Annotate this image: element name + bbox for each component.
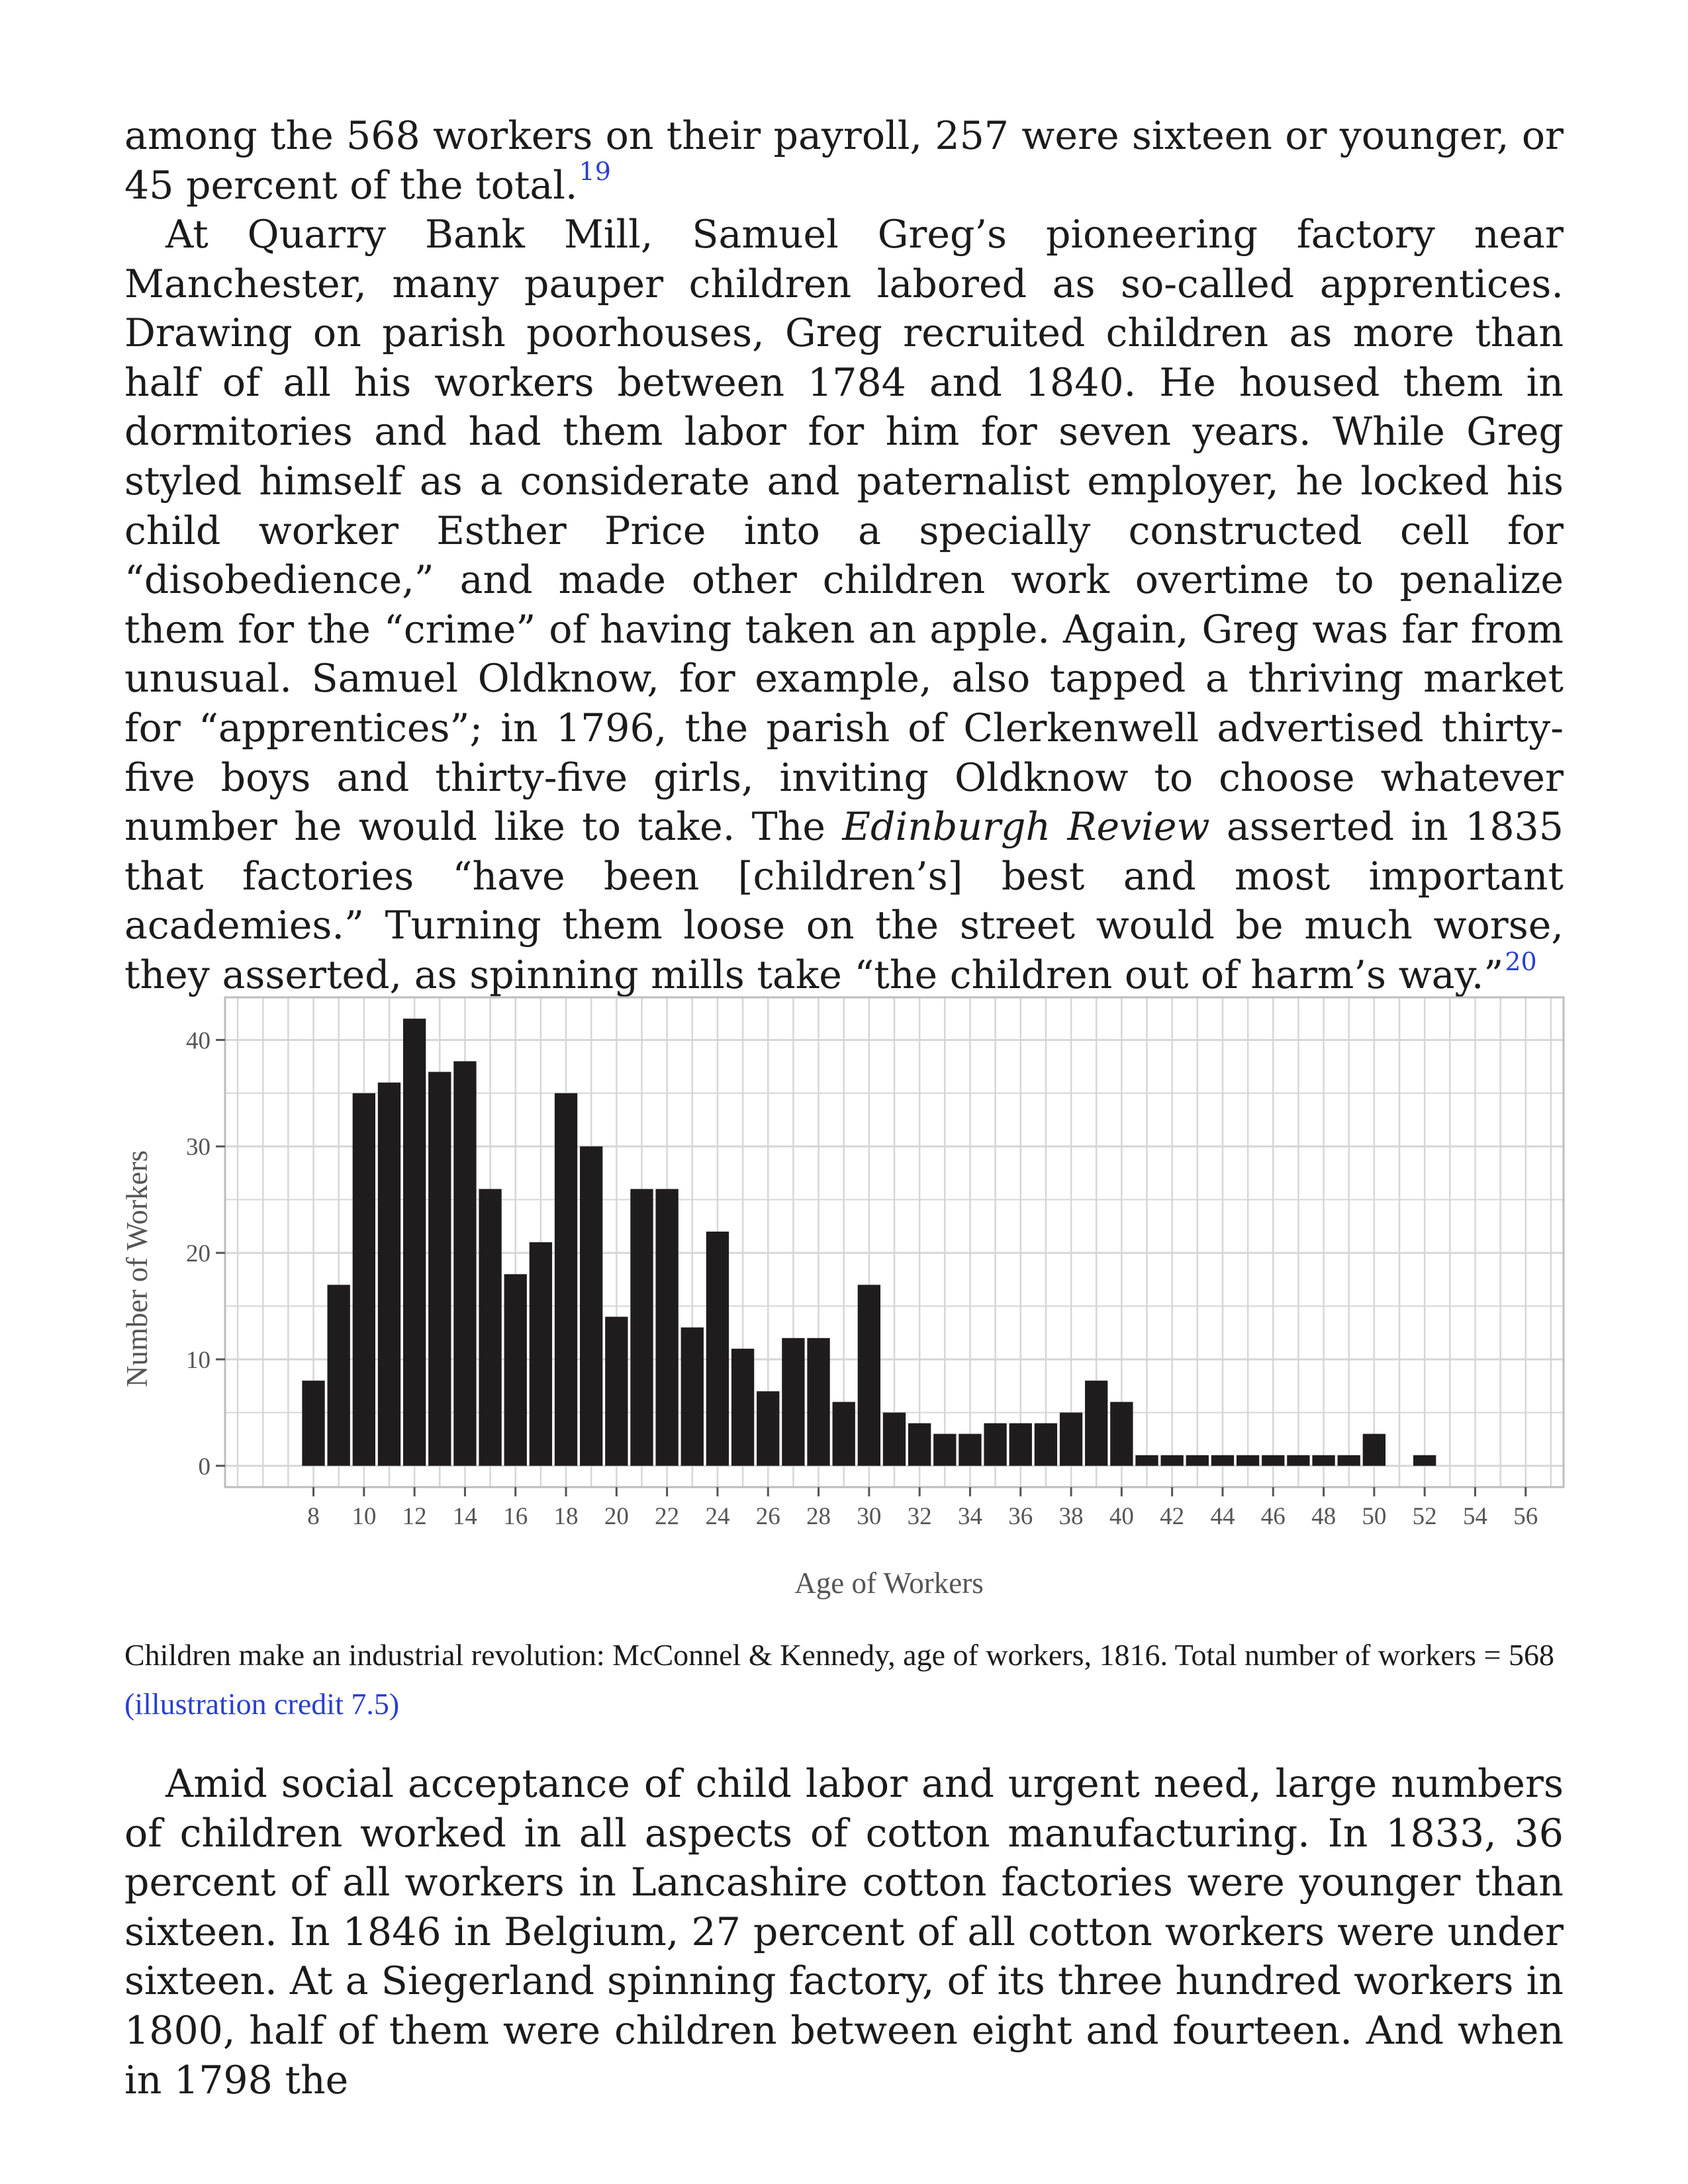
- bar-age-26: [757, 1391, 779, 1466]
- paragraph-quarry-bank-text-2: asserted in 1835 that factories “have been [children’s] best and most important academies.” Turning them loose on the street would be much worse, they asserted, as spinning mills take “the children out of harm’s way.”: [124, 804, 1564, 997]
- bar-age-42: [1160, 1455, 1183, 1466]
- y-axis-label: Number of Workers: [120, 1150, 154, 1387]
- y-tick-label: 10: [186, 1346, 211, 1374]
- bar-age-28: [807, 1338, 829, 1466]
- age-histogram-chart: [0, 989, 1688, 1612]
- x-tick-label: 28: [806, 1503, 831, 1530]
- x-tick-label: 22: [655, 1503, 680, 1530]
- bar-age-19: [580, 1146, 602, 1466]
- paragraph-child-labor-text: Amid social acceptance of child labor and urgent need, large numbers of children worked in all aspects of cotton manufacturing. In 1833, 36 percent of all workers in Lancashire cotton factories were younger than sixteen. In 1846 in Belgium, 27 percent of all cotton workers were under sixteen. At a Siegerland spinning factory, of its three hundred workers in 1800, half of them were children between eight and fourteen. And when in 1798 the: [124, 1761, 1564, 2103]
- bar-age-18: [555, 1093, 577, 1466]
- paragraph-quarry-bank: [124, 210, 1564, 1000]
- illustration-credit-link[interactable]: (illustration credit 7.5): [124, 1687, 400, 1721]
- bar-age-27: [782, 1338, 804, 1466]
- x-tick-label: 52: [1412, 1503, 1437, 1530]
- x-tick-label: 10: [352, 1503, 377, 1530]
- x-tick-label: 20: [604, 1503, 629, 1530]
- bar-age-36: [1009, 1423, 1032, 1465]
- bar-age-41: [1135, 1455, 1158, 1466]
- bar-age-11: [378, 1083, 400, 1466]
- x-tick-label: 44: [1210, 1503, 1235, 1530]
- paragraph-quarry-bank-text-1: At Quarry Bank Mill, Samuel Greg’s pioneering factory near Manchester, many pauper children labored as so-called apprentices. Drawing on parish poorhouses, Greg recruited children as more than half of all his workers between 1784 and 1840. He housed them in dormitories and had them labor for him for seven years. While Greg styled himself as a considerate and paternalist employer, he locked his child worker Esther Price into a specially constructed cell for “disobedience,” and made other children work overtime to penalize them for the “crime” of having taken an apple. Again, Greg was far from unusual. Samuel Oldknow, for example, also tapped a thriving market for “apprentices”; in 1796, the parish of Clerkenwell advertised thirty-five boys and thirty-five girls, inviting Oldknow to choose whatever number he would like to take. The: [124, 212, 1564, 850]
- x-tick-label: 26: [755, 1503, 780, 1530]
- x-tick-label: 56: [1513, 1503, 1538, 1530]
- bar-age-29: [833, 1402, 855, 1466]
- bar-age-33: [933, 1434, 956, 1466]
- figure-caption: [124, 1631, 1564, 1729]
- x-tick-label: 24: [705, 1503, 730, 1530]
- bar-age-12: [403, 1019, 426, 1466]
- x-tick-label: 8: [307, 1503, 320, 1530]
- bar-age-44: [1211, 1455, 1234, 1466]
- x-tick-label: 40: [1109, 1503, 1134, 1530]
- bar-age-32: [908, 1423, 931, 1465]
- footnote-19-link[interactable]: 19: [579, 157, 611, 187]
- bar-age-16: [504, 1274, 527, 1466]
- bar-age-25: [731, 1349, 754, 1466]
- bar-age-52: [1413, 1455, 1436, 1466]
- bar-age-30: [858, 1285, 880, 1465]
- x-tick-label: 38: [1058, 1503, 1084, 1530]
- bar-age-45: [1237, 1455, 1259, 1466]
- bar-age-31: [883, 1412, 906, 1465]
- bar-age-48: [1312, 1455, 1335, 1466]
- bar-age-39: [1085, 1381, 1107, 1466]
- x-tick-label: 46: [1260, 1503, 1286, 1530]
- x-tick-label: 30: [857, 1503, 882, 1530]
- x-tick-label: 36: [1008, 1503, 1033, 1530]
- age-histogram-figure: [0, 989, 1688, 1612]
- x-tick-label: 42: [1160, 1503, 1185, 1530]
- figure-caption-text: Children make an industrial revolution: McConnel & Kennedy, age of workers, 1816. Total number of workers = 568: [124, 1638, 1554, 1672]
- bar-age-14: [453, 1062, 476, 1466]
- bar-age-13: [428, 1072, 451, 1466]
- footnote-20-link[interactable]: 20: [1505, 946, 1537, 976]
- bar-age-38: [1060, 1412, 1082, 1465]
- bar-age-46: [1262, 1455, 1284, 1466]
- x-tick-label: 34: [957, 1503, 982, 1530]
- bar-age-40: [1110, 1402, 1133, 1466]
- bar-age-17: [530, 1242, 552, 1466]
- y-tick-label: 30: [186, 1134, 211, 1161]
- bar-age-50: [1363, 1434, 1385, 1466]
- bar-age-20: [605, 1317, 628, 1466]
- bar-age-9: [328, 1285, 350, 1465]
- x-tick-label: 12: [402, 1503, 427, 1530]
- bar-age-15: [479, 1189, 501, 1466]
- x-tick-label: 48: [1311, 1503, 1336, 1530]
- bar-age-21: [630, 1189, 653, 1466]
- x-tick-label: 32: [907, 1503, 932, 1530]
- x-tick-label: 16: [503, 1503, 528, 1530]
- paragraph-child-labor: [124, 1759, 1564, 2105]
- bar-age-43: [1186, 1455, 1209, 1466]
- y-tick-label: 20: [186, 1240, 211, 1268]
- bar-age-47: [1287, 1455, 1309, 1466]
- y-tick-label: 0: [198, 1453, 211, 1480]
- edinburgh-review-title: Edinburgh Review: [842, 804, 1210, 850]
- x-tick-label: 50: [1362, 1503, 1387, 1530]
- bar-age-24: [706, 1232, 729, 1466]
- x-tick-label: 54: [1462, 1503, 1487, 1530]
- bar-age-22: [655, 1189, 678, 1466]
- x-tick-label: 14: [452, 1503, 477, 1530]
- bar-age-35: [984, 1423, 1006, 1465]
- bar-age-34: [959, 1434, 981, 1466]
- paragraph-intro-text: among the 568 workers on their payroll, 257 were sixteen or younger, or 45 percent of the total.: [124, 113, 1564, 208]
- bar-age-23: [681, 1328, 704, 1466]
- paragraph-intro: [124, 111, 1564, 210]
- bar-age-37: [1035, 1423, 1057, 1465]
- x-tick-label: 18: [553, 1503, 579, 1530]
- bar-age-8: [302, 1381, 324, 1466]
- x-axis-label: Age of Workers: [794, 1567, 984, 1600]
- y-tick-label: 40: [186, 1027, 211, 1055]
- bar-age-49: [1338, 1455, 1360, 1466]
- bar-age-10: [353, 1093, 375, 1466]
